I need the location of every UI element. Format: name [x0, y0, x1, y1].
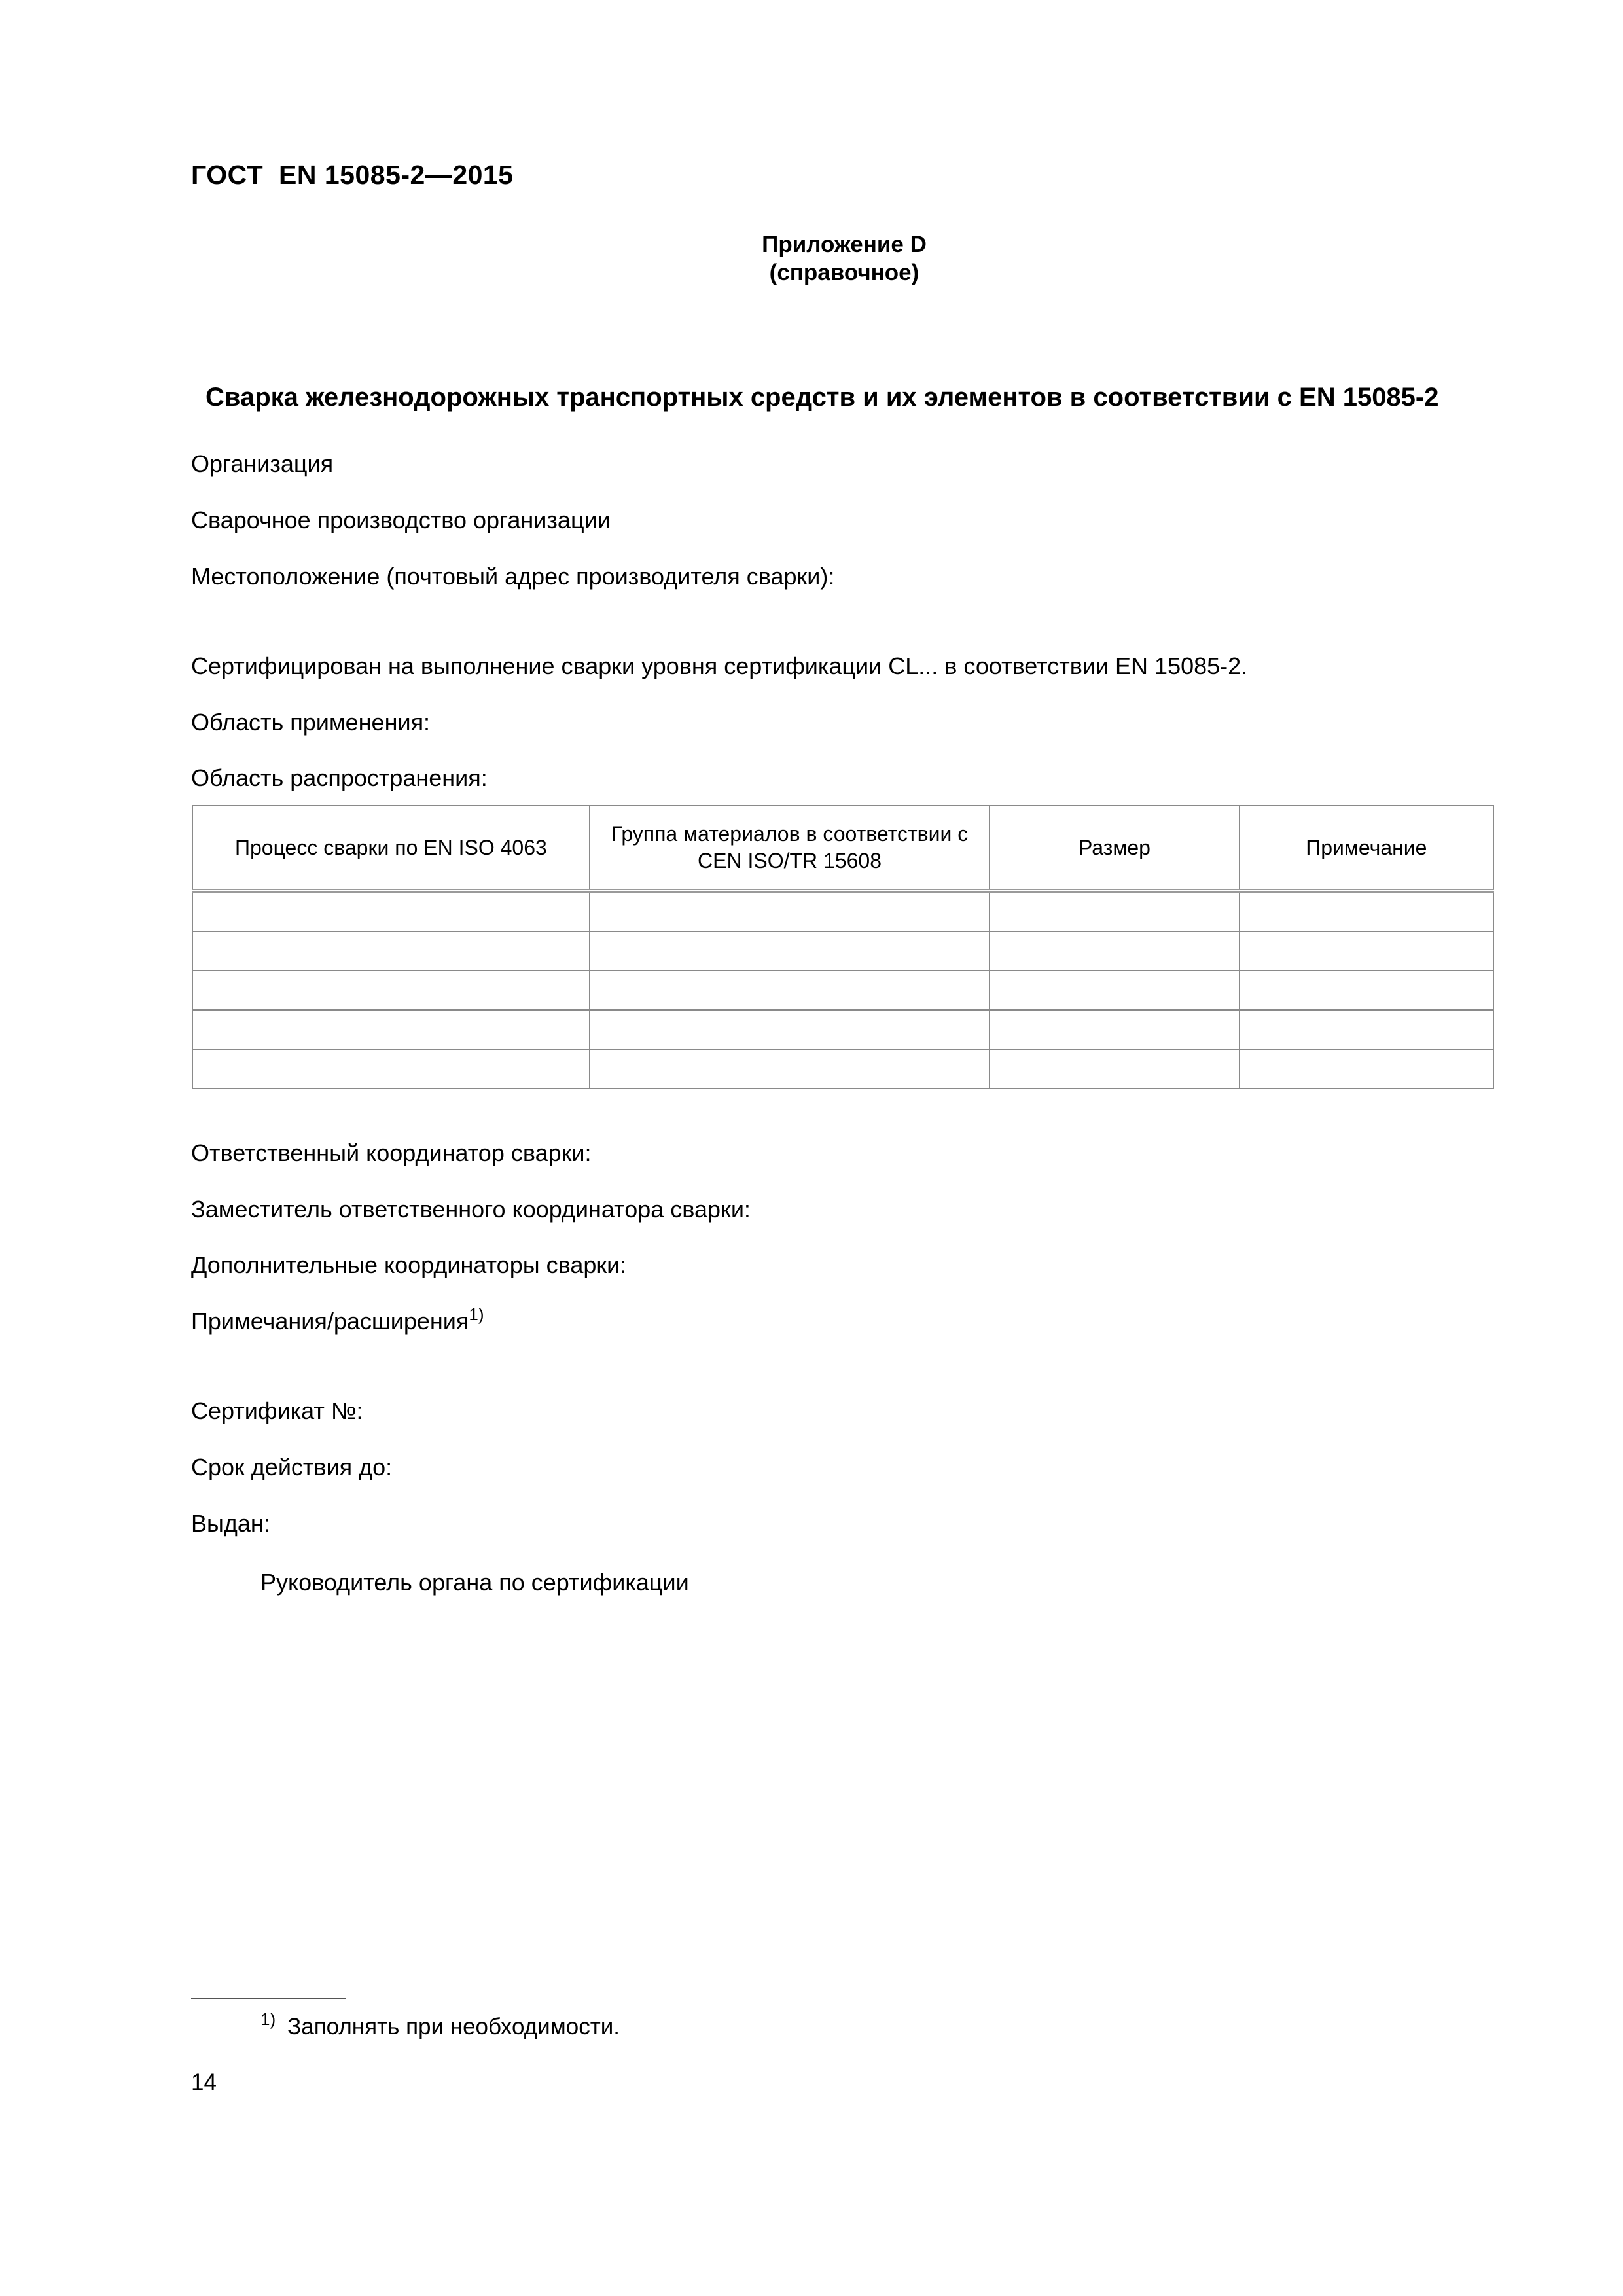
field-certificate-number: Сертификат №: — [191, 1397, 363, 1424]
table-cell — [990, 891, 1239, 931]
scope-table — [192, 805, 1494, 1089]
field-welding-production: Сварочное производство организации — [191, 507, 611, 533]
table-cell — [990, 971, 1239, 1010]
table-row — [192, 891, 1493, 931]
table-cell — [192, 1049, 590, 1088]
field-valid-until: Срок действия до: — [191, 1454, 393, 1480]
field-remarks-label: Примечания/расширения — [191, 1308, 469, 1335]
column-header-remark: Примечание — [1240, 806, 1493, 891]
field-organization: Организация — [191, 450, 334, 477]
field-location: Местоположение (почтовый адрес производителя сварки): — [191, 563, 835, 590]
table-cell — [990, 931, 1239, 971]
table-cell — [1240, 1010, 1493, 1049]
certificate-title: Сварка железнодорожных транспортных средств и их элементов в соответствии с EN 15085-2 — [205, 383, 1439, 412]
table-row — [192, 1010, 1493, 1049]
table-header-row — [192, 806, 1493, 891]
footnote-reference: 1) — [469, 1304, 484, 1324]
footnote-text: Заполнять при необходимости. — [287, 2014, 620, 2039]
annex-type: (справочное) — [769, 260, 919, 285]
field-deputy-coordinator: Заместитель ответственного координатора сварки: — [191, 1196, 751, 1223]
column-header-size: Размер — [990, 806, 1239, 891]
table-cell — [192, 891, 590, 931]
field-scope: Область распространения: — [191, 764, 488, 791]
table-cell — [1240, 971, 1493, 1010]
table-cell — [192, 971, 590, 1010]
footnote-divider — [191, 1998, 346, 1999]
table-row — [192, 1049, 1493, 1088]
field-issued: Выдан: — [191, 1510, 270, 1537]
signer-title: Руководитель органа по сертификации — [260, 1569, 689, 1596]
table-cell — [590, 931, 990, 971]
field-responsible-coordinator: Ответственный координатор сварки: — [191, 1139, 592, 1166]
annex-title: Приложение D — [762, 232, 927, 257]
table-cell — [990, 1010, 1239, 1049]
document-code: ГОСТ EN 15085-2—2015 — [191, 160, 514, 190]
field-application-area: Область применения: — [191, 709, 431, 736]
table-cell — [1240, 891, 1493, 931]
field-remarks — [191, 1304, 484, 1335]
table-row — [192, 971, 1493, 1010]
footnote-mark: 1) — [260, 2009, 276, 2029]
table-cell — [590, 1049, 990, 1088]
table-cell — [590, 891, 990, 931]
table-cell — [590, 971, 990, 1010]
table-cell — [990, 1049, 1239, 1088]
table-row — [192, 931, 1493, 971]
table-cell — [590, 1010, 990, 1049]
page-number: 14 — [191, 2070, 217, 2095]
table-cell — [1240, 931, 1493, 971]
field-certified-level: Сертифицирован на выполнение сварки уровня сертификации CL... в соответствии EN 15085-2. — [191, 653, 1248, 679]
table-cell — [192, 1010, 590, 1049]
field-additional-coordinators: Дополнительные координаторы сварки: — [191, 1251, 627, 1278]
table-cell — [1240, 1049, 1493, 1088]
column-header-material-group: Группа материалов в соответствии с CEN ISO/TR 15608 — [590, 806, 990, 891]
table-cell — [192, 931, 590, 971]
column-header-welding-process: Процесс сварки по EN ISO 4063 — [192, 806, 590, 891]
footnote — [260, 2009, 620, 2040]
